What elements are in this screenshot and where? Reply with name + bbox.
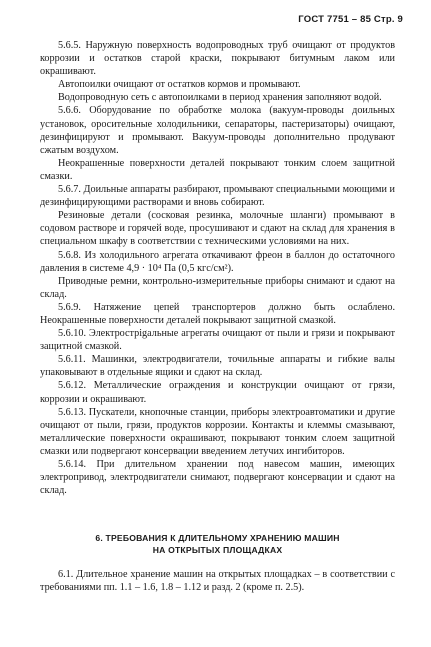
paragraph-5-6-5: 5.6.5. Наружную поверхность водопроводных труб очищают от продуктов коррозии и остатков старой краски, покрывают битумным лаком или окрашивают.	[40, 40, 395, 78]
paragraph-5-6-8: 5.6.8. Из холодильного агрегата откачивают фреон в баллон до остаточного давления в системе 4,9 · 10⁴ Па (0,5 кгс/см²).	[40, 249, 395, 274]
paragraph-5-6-13: 5.6.13. Пускатели, кнопочные станции, приборы электроавтоматики и другие очищают от пыли, грязи, продуктов коррозии. Контакты и клеммы смазывают, металлические поверхности окрашивают, покрывают тонким слоем защитной смазки или подвергают консервации введением летучих ингибиторов.	[40, 406, 395, 457]
paragraph-vodoprovod: Водопроводную сеть с автопоилками в период хранения заполняют водой.	[58, 92, 382, 104]
document-body	[40, 39, 395, 497]
section-6-body	[40, 568, 395, 594]
paragraph-5-6-7: 5.6.7. Доильные аппараты разбирают, промывают специальными моющими и дезинфицирующими растворами и вновь собирают.	[40, 184, 395, 209]
paragraph-5-6-14: 5.6.14. При длительном хранении под навесом машин, имеющих электропривод, электродвигатели снимают, подвергают консервации и сдают на склад.	[40, 459, 395, 497]
paragraph-5-6-12: 5.6.12. Металлические ограждения и конструкции очищают от грязи, коррозии и окрашивают.	[40, 380, 395, 405]
section-heading-line2: НА ОТКРЫТЫХ ПЛОЩАДКАХ	[152, 545, 283, 555]
paragraph-neokrashennye: Неокрашенные поверхности деталей покрывают тонким слоем защитной смазки.	[40, 157, 395, 182]
paragraph-autopoilki: Автопоилки очищают от остатков кормов и промывают.	[58, 79, 301, 91]
paragraph-5-6-6: 5.6.6. Оборудование по обработке молока (вакуум-проводы доильных установок, оросительные холодильники, сепараторы, пастеризаторы) очищают, дезинфицируют и промывают. Вакуум-проводы дополнительно продувают сжатым воздухом.	[40, 105, 395, 156]
paragraph-5-6-11: 5.6.11. Машинки, электродвигатели, точильные аппараты и гибкие валы упаковывают в отдельные ящики и сдают на склад.	[40, 354, 395, 379]
section-heading-line1: 6. ТРЕБОВАНИЯ К ДЛИТЕЛЬНОМУ ХРАНЕНИЮ МАШИН	[95, 533, 340, 543]
paragraph-rezinovye: Резиновые детали (сосковая резинка, молочные шланги) промывают в содовом растворе и горячей воде, просушивают и сдают на склад для хранения в специальном шкафу в соответствии с техническими условиями на них.	[40, 210, 395, 248]
paragraph-privodnye: Приводные ремни, контрольно-измерительные приборы снимают и сдают на склад.	[40, 275, 395, 300]
paragraph-5-6-9: 5.6.9. Натяжение цепей транспортеров должно быть ослаблено. Неокрашенные поверхности деталей покрывают защитной смазкой.	[40, 301, 395, 326]
section-heading	[40, 532, 395, 556]
page-header: ГОСТ 7751 – 85 Стр. 9	[298, 14, 403, 25]
paragraph-5-6-10: 5.6.10. Электрострigальные агрегаты очищают от пыли и грязи и покрывают защитной смазкой.	[40, 328, 395, 353]
paragraph-6-1: 6.1. Длительное хранение машин на открытых площадках – в соответствии с требованиями пп. 1.1 – 1.6, 1.8 – 1.12 и разд. 2 (кроме п. 2.5).	[40, 569, 395, 594]
